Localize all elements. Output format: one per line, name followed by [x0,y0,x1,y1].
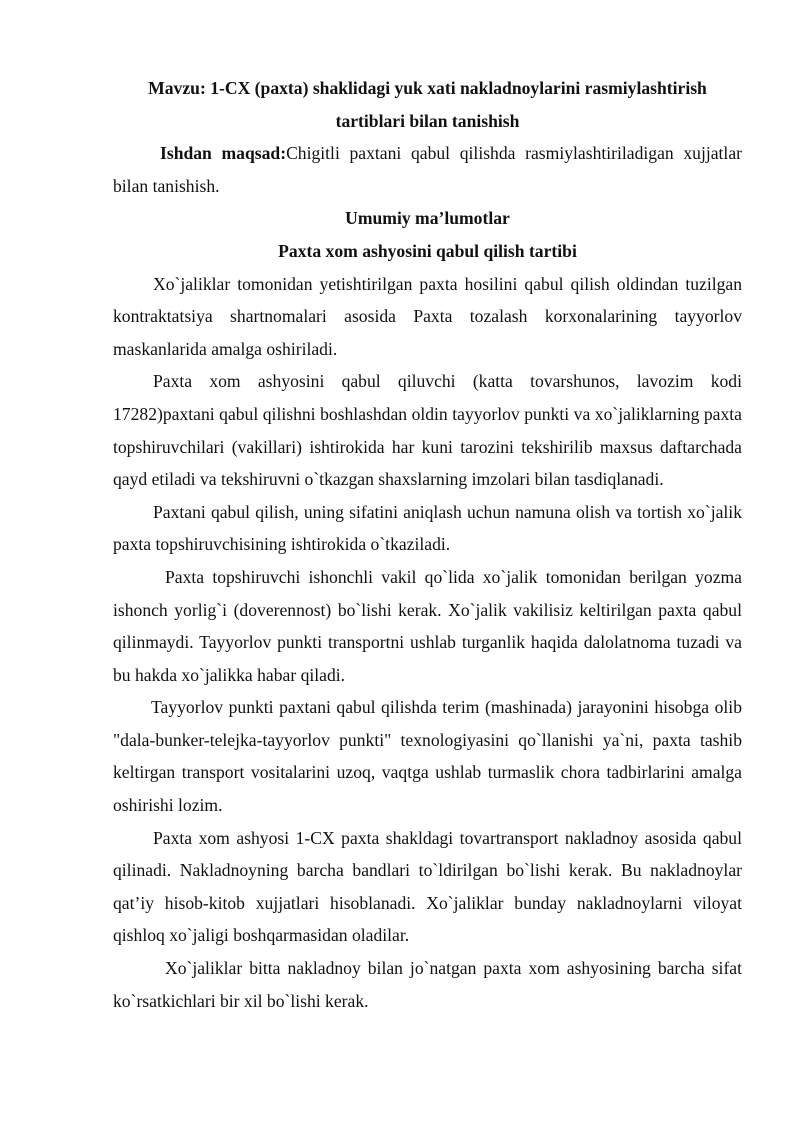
body-paragraph: Paxta topshiruvchi ishonchli vakil qo`lida xo`jalik tomonidan berilgan yozma ishonch yorlig`i (doverennost) bo`lishi kerak. Xo`jalik vakilisiz keltirilgan paxta qabul qilinmaydi. Tayyorlov punkti transportni ushlab turganlik haqida dalolatnoma tuzadi va bu hakda xo`jalikka habar qiladi. [113,566,742,685]
body-paragraph: Paxtani qabul qilish, uning sifatini aniqlash uchun namuna olish va tortish xo`jalik paxta topshiruvchisining ishtirokida o`tkaziladi. [113,501,742,555]
body-paragraph: Tayyorlov punkti paxtani qabul qilishda terim (mashinada) jarayonini hisobga olib "dala-bunker-telejka-tayyorlov punkti" texnologiyasini qo`llanishi ya`ni, paxta tashib keltirgan transport vositalarini uzoq, vaqtga ushlab turmaslik chora tadbirlarini amalga oshirishi lozim. [113,697,742,816]
section-heading: Umumiy ma’lumotlar [345,208,510,229]
purpose-text: Chigitli paxtani qabul qilishda rasmiylashtiriladigan xujjatlar bilan tanishish. [113,143,742,196]
purpose-label: Ishdan maqsad: [160,143,287,164]
body-paragraph: Paxta xom ashyosini qabul qiluvchi (katta tovarshunos, lavozim kodi 17282)paxtani qabul qilishni boshlashdan oldin tayyorlov punkti va xo`jaliklarning paxta topshiruvchilari (vakillari) ishtirokida har kuni tarozini tekshirilib maxsus daftarchada qayd etiladi va tekshiruvni o`tkazgan shaxslarning imzolari bilan tasdiqlanadi. [113,371,742,490]
purpose-paragraph [113,137,742,202]
body-paragraph: Paxta xom ashyosi 1-CX paxta shakldagi tovartransport nakladnoy asosida qabul qilinadi. Nakladnoyning barcha bandlari to`ldirilgan bo`lishi kerak. Bu nakladnoylar qat’iy hisob-kitob xujjatlari hisoblanadi. Xo`jaliklar bunday nakladnoylarni viloyat qishloq xo`jaligi boshqarmasidan oladilar. [113,827,742,946]
document-title: Mavzu: 1-CX (paxta) shaklidagi yuk xati nakladnoylarini rasmiylashtirish tartiblari bilan tanishish [148,78,707,131]
body-paragraph: Xo`jaliklar bitta nakladnoy bilan jo`natgan paxta xom ashyosining barcha sifat ko`rsatkichlari bir xil bo`lishi kerak. [113,958,742,1011]
body-paragraph: Xo`jaliklar tomonidan yetishtirilgan paxta hosilini qabul qilish oldindan tuzilgan kontraktatsiya shartnomalari asosida Paxta tozalash korxonalarining tayyorlov maskanlarida amalga oshiriladi. [113,273,742,359]
subsection-heading: Paxta xom ashyosini qabul qilish tartibi [278,240,577,261]
document-page [113,72,742,1017]
